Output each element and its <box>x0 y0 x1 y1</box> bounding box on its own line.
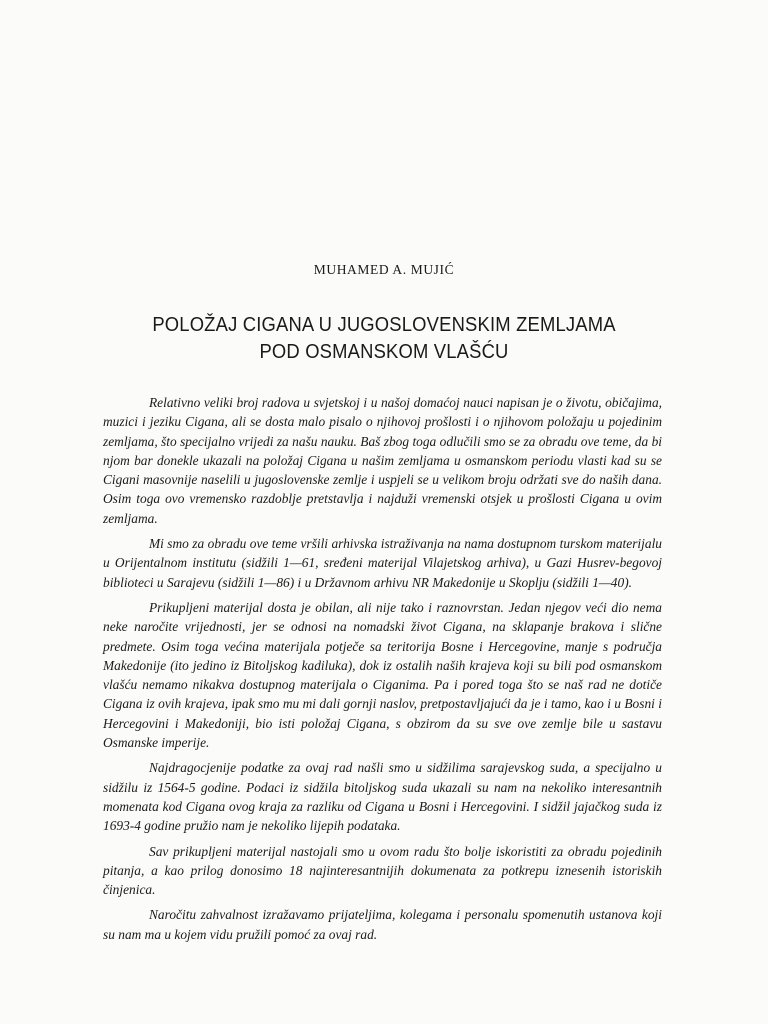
paragraph: Sav prikupljeni materijal nastojali smo u ovom radu što bolje iskoristiti za obradu pojedinih pitanja, a kao prilog donosimo 18 najinteresantnijih dokumenata za potkrepu iznesenih istoriskih činjenica. <box>103 843 662 898</box>
paragraph: Najdragocjenije podatke za ovaj rad našli smo u sidžilima sarajevskog suda, a specijalno u sidžilu iz 1564-5 godine. Podaci iz sidžila bitoljskog suda ukazali su nam na nekoliko interesantnih momenata kod Cigana ovog kraja za razliku od Cigana u Bosni i Hercegovini. I sidžil jajačkog suda iz 1693-4 godine pružio nam je nekoliko lijepih podataka. <box>103 760 662 834</box>
paragraph: Prikupljeni materijal dosta je obilan, ali nije tako i raznovrstan. Jedan njegov veći dio nema neke naročite vrijednosti, jer se odnosi na nomadski život Cigana, na sklapanje brakova i slične predmete. Osim toga većina materijala potječe sa teritorija Bosne i Hercegovine, manje s područja Makedonije (ito jedino iz Bitoljskog kadiluka), dok iz ostalih naših krajeva koji su bili pod osmanskom vlašću nemamo nikakva dostupnog materijala o Ciganima. Pa i pored toga što se naš rad ne dotiče Cigana iz ovih krajeva, ipak smo mu mi dali gornji naslov, pretpostavljajući da je i tamo, kao i u Bosni i Hercegovini i Makedoniji, bio isti položaj Cigana, s obzirom da su sve ove zemlje bile u sastavu Osmanske imperije. <box>103 599 662 751</box>
article-body <box>103 393 662 950</box>
paragraph: Mi smo za obradu ove teme vršili arhivska istraživanja na nama dostupnom turskom materijalu u Orijentalnom institutu (sidžili 1—61, sređeni materijal Vilajetskog arhiva), u Gazi Husrev-begovoj biblioteci u Sarajevu (sidžili 1—86) i u Državnom arhivu NR Makedonije u Skoplju (sidžili 1—40). <box>103 536 662 590</box>
paragraph: Naročitu zahvalnost izražavamo prijateljima, kolegama i personalu spomenutih ustanova koji su nam ma u kojem vidu pružili pomoć za ovaj rad. <box>103 907 662 942</box>
author-name: MUHAMED A. MUJIĆ <box>313 262 455 277</box>
paragraph: Relativno veliki broj radova u svjetskoj i u našoj domaćoj nauci napisan je o životu, običajima, muzici i jeziku Cigana, ali se dosta malo pisalo o njihovoj prošlosti i o njihovom položaju u pojedinim zemljama, što specijalno vrijedi za našu nauku. Baš zbog toga odlučili smo se za obradu ove teme, da bi njom bar donekle ukazali na položaj Cigana u našim zemljama u osmanskom periodu vlasti kad su se Cigani masovnije naselili u jugoslovenske zemlje i uspjeli se u velikom broju održati sve do naših dana. Osim toga ovo vremensko razdoblje pretstavlja i najduži vremenski otsjek u prošlosti Cigana u ovim zemljama. <box>103 395 662 526</box>
title-line-2: POD OSMANSKOM VLAŠĆU <box>259 341 509 363</box>
title-line-1: POLOŽAJ CIGANA U JUGOSLOVENSKIM ZEMLJAMA <box>152 314 616 336</box>
article-title <box>31 312 738 366</box>
